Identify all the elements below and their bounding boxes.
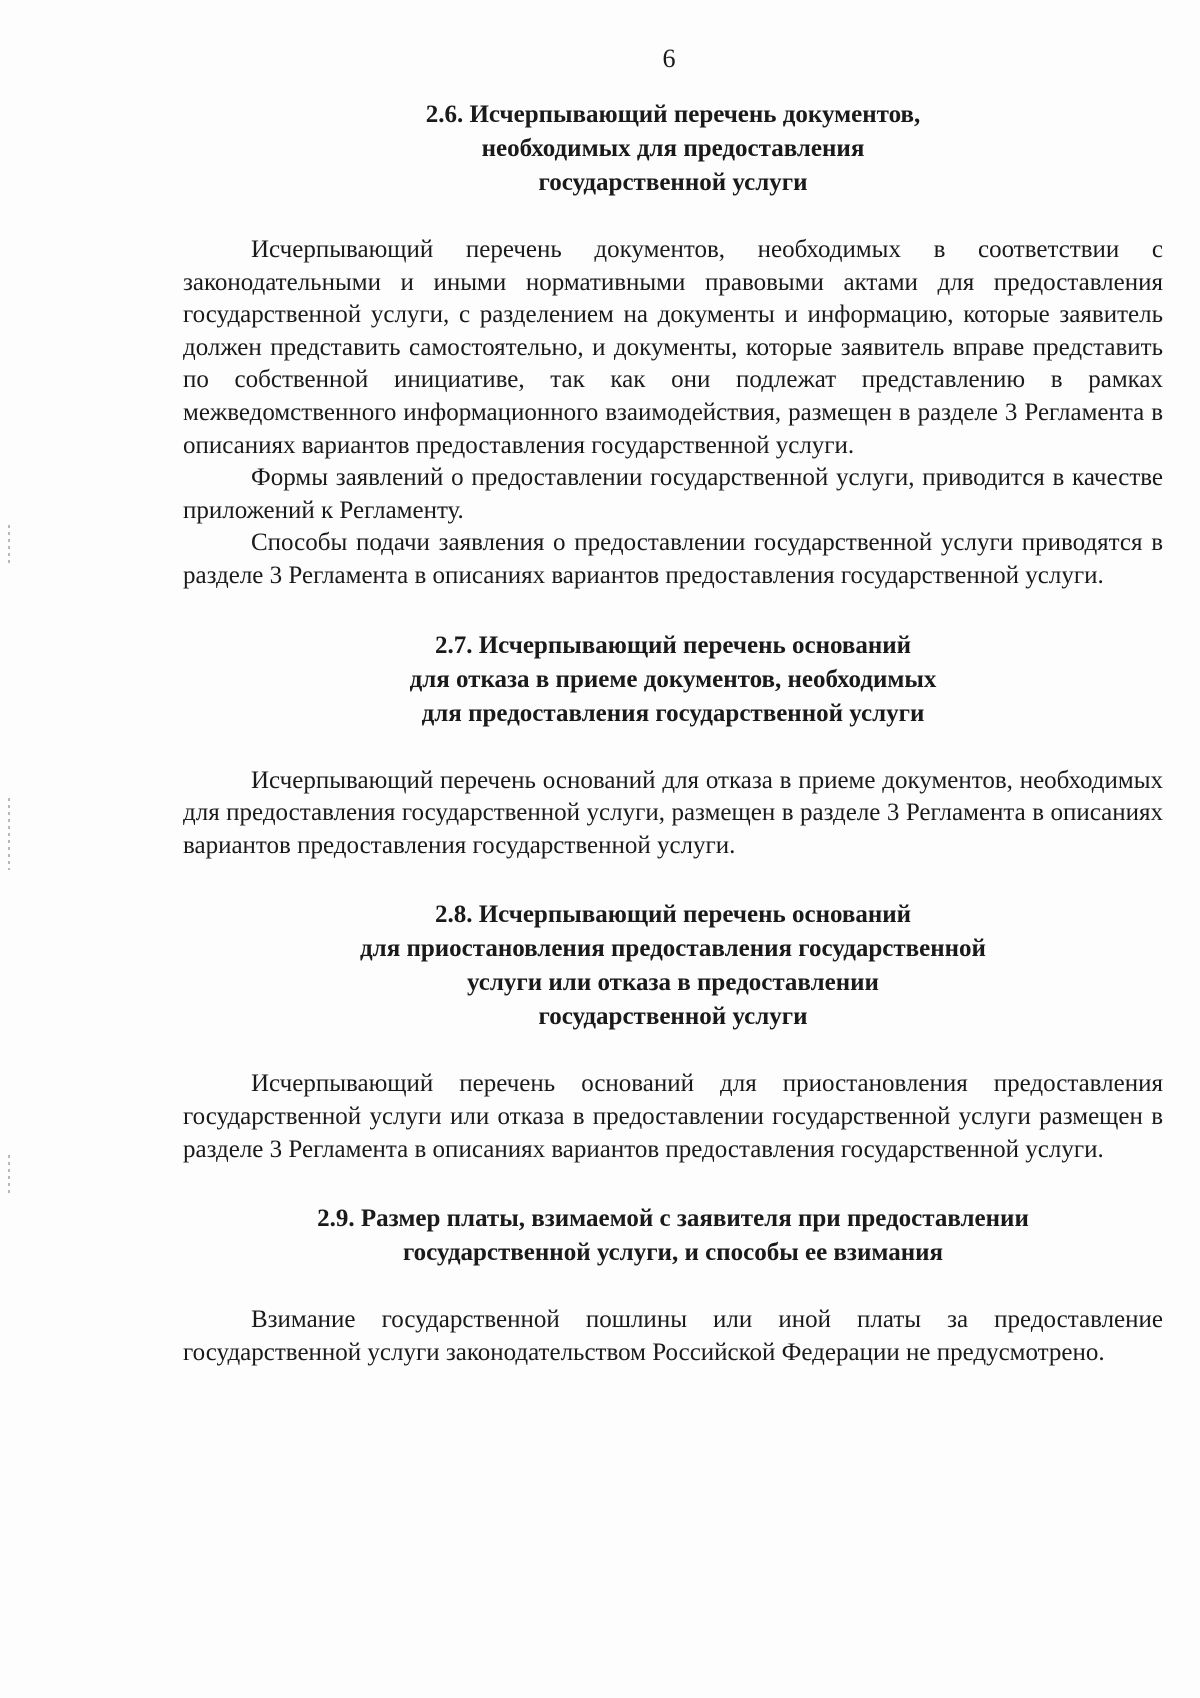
heading-line: необходимых для предоставления: [481, 135, 865, 162]
paragraph: Исчерпывающий перечень оснований для приостановления предоставления государственной услуги или отказа в предоставлении государственной услуги размещен в разделе 3 Регламента в описаниях вариантов предоставления государственной услуги.: [183, 1070, 1163, 1163]
heading-line: услуги или отказа в предоставлении: [467, 969, 879, 997]
heading-line: 2.8. Исчерпывающий перечень оснований: [434, 901, 912, 929]
paragraph: Исчерпывающий перечень документов, необходимых в соответствии с законодательными и иными нормативными правовыми актами для предоставления государственной услуги, с разделением на документы и информацию, которые заявитель должен представить самостоятельно, и документы, которые заявитель вправе представить по собственной инициативе, так как они подлежат представлению в рамках межведомственного информационного взаимодействия, размещен в разделе 3 Регламента в описаниях вариантов предоставления государственной услуги.: [183, 236, 1163, 459]
section-2-8: [183, 898, 1163, 1166]
scan-artifact: [8, 798, 10, 870]
scan-artifact: [8, 1155, 10, 1197]
document-body: [183, 98, 1163, 1405]
heading-line: для предоставления государственной услуги: [421, 699, 925, 727]
heading-line: 2.9. Размер платы, взимаемой с заявителя при предоставлении: [317, 1205, 1029, 1233]
section-heading: [183, 629, 1163, 731]
page-number: 6: [662, 44, 676, 73]
heading-line: 2.6. Исчерпывающий перечень документов,: [425, 101, 921, 128]
heading-line: для приостановления предоставления государственной: [360, 935, 986, 963]
paragraph: Взимание государственной пошлины или иной платы за предоставление государственной услуги законодательством Российской Федерации не предусмотрено.: [183, 1306, 1163, 1366]
heading-line: государственной услуги: [538, 169, 808, 196]
section-heading: [183, 1202, 1163, 1270]
heading-line: 2.7. Исчерпывающий перечень оснований: [434, 631, 912, 659]
paragraph: Формы заявлений о предоставлении государственной услуги, приводится в качестве приложений к Регламенту.: [183, 464, 1163, 524]
section-2-9: [183, 1202, 1163, 1369]
section-2-6: [183, 98, 1163, 593]
section-2-7: [183, 629, 1163, 863]
section-heading: [183, 98, 1163, 200]
paragraph: Способы подачи заявления о предоставлении государственной услуги приводятся в разделе 3 Регламента в описаниях вариантов предоставления государственной услуги.: [183, 529, 1163, 589]
heading-line: государственной услуги, и способы ее взимания: [402, 1239, 944, 1267]
section-heading: [183, 898, 1163, 1034]
paragraph: Исчерпывающий перечень оснований для отказа в приеме документов, необходимых для предоставления государственной услуги, размещен в разделе 3 Регламента в описаниях вариантов предоставления государственной услуги.: [183, 766, 1163, 859]
heading-line: государственной услуги: [538, 1003, 808, 1031]
heading-line: для отказа в приеме документов, необходимых: [409, 665, 937, 693]
scan-artifact: [8, 525, 10, 567]
